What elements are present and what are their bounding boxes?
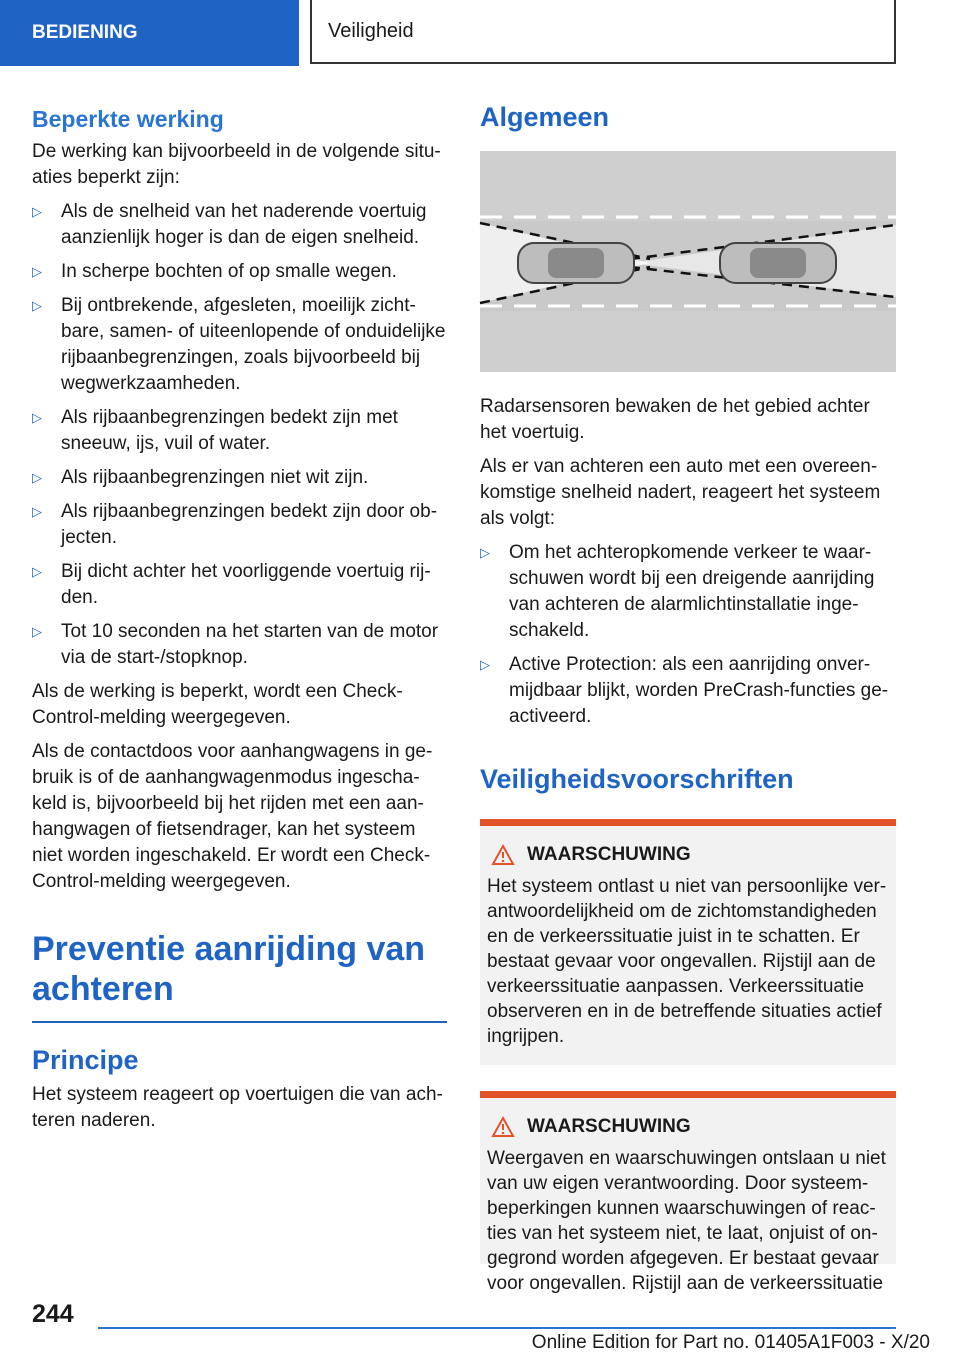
warning-text: Weergaven en waarschuwingen ontslaan u niet van uw eigen verantwoording. Door systeembeperkingen kunnen waarschuwingen of reacties van het systeem niet, te laat, onjuist of ongegrond worden afgegeven. Er bestaat gevaar voor ongevallen. Rijstijl aan de verkeerssituatie [487, 1148, 886, 1294]
list-item: ▷ Als rijbaanbegrenzingen bedekt zijn door objecten. [32, 501, 438, 548]
triangle-right-icon: ▷ [32, 470, 42, 485]
limited-intro: De werking kan bijvoorbeeld in de volgende situaties beperkt zijn: [32, 141, 441, 188]
triangle-right-icon: ▷ [32, 410, 42, 425]
warning-label: WAARSCHUWING [527, 1116, 691, 1137]
footer-edition: Online Edition for Part no. 01405A1F003 - X/20 [531, 1332, 930, 1353]
triangle-right-icon: ▷ [32, 204, 42, 219]
triangle-right-icon: ▷ [480, 545, 490, 560]
list-item: ▷ Als rijbaanbegrenzingen bedekt zijn met sneeuw, ijs, vuil of water. [32, 407, 398, 454]
triangle-right-icon: ▷ [32, 298, 42, 313]
principle-heading: Principe [32, 1045, 139, 1075]
list-item: ▷ In scherpe bochten of op smalle wegen. [32, 259, 447, 285]
radar-illustration [480, 151, 896, 372]
safety-heading: Veiligheidsvoorschriften [480, 764, 794, 794]
list-item: ▷ Tot 10 seconden na het starten van de motor via de start-/stopknop. [32, 621, 439, 668]
limited-paragraph-2: Als de contactdoos voor aanhangwagens in gebruik is of de aanhangwagenmodus ingeschakeld is, bijvoorbeeld bij het rijden met een aanhangwagen of fietsendrager, kan het systeem niet worden ingeschakeld. Er wordt een Check-Control-melding weergegeven. [32, 741, 433, 892]
left-column [32, 100, 447, 1142]
footer-divider [98, 1327, 896, 1329]
warning-label: WAARSCHUWING [527, 844, 691, 865]
general-list [480, 540, 896, 730]
general-paragraph-1: Radarsensoren bewaken de het gebied achter het voertuig. [480, 396, 870, 443]
car-rear [518, 243, 634, 283]
triangle-right-icon: ▷ [32, 264, 42, 279]
page-header-title: Veiligheid [310, 0, 896, 64]
triangle-right-icon: ▷ [32, 504, 42, 519]
limited-heading: Beperkte werking [32, 106, 224, 132]
section-tab: BEDIENING [0, 0, 299, 66]
list-item: ▷ Bij ontbrekende, afgesleten, moeilijk zichtbare, samen- of uiteenlopende of onduidelijke rijbaanbegrenzingen, zoals bijvoorbeeld bij wegwerkzaamheden. [32, 295, 446, 394]
warning-box [480, 1091, 896, 1294]
right-column [480, 100, 896, 1294]
list-item: ▷ Bij dicht achter het voorliggende voertuig rijden. [32, 561, 431, 608]
page-number: 244 [32, 1300, 74, 1328]
list-item: ▷ Als de snelheid van het naderende voertuig aanzienlijk hoger is dan de eigen snelheid. [32, 201, 427, 248]
triangle-right-icon: ▷ [480, 657, 490, 672]
list-item: ▷ Active Protection: als een aanrijding onvermijdbaar blijkt, worden PreCrash-functies geactiveerd. [480, 654, 889, 727]
general-heading: Algemeen [480, 102, 610, 132]
warning-box [480, 819, 896, 1065]
car-front [720, 243, 836, 283]
triangle-right-icon: ▷ [32, 624, 42, 639]
limited-list [32, 199, 447, 671]
principle-text: Het systeem reageert op voertuigen die van achteren naderen. [32, 1084, 443, 1131]
list-item: ▷ Als rijbaanbegrenzingen niet wit zijn. [32, 465, 447, 491]
warning-triangle-icon [487, 844, 519, 866]
limited-paragraph-1: Als de werking is beperkt, wordt een Check-Control-melding weergegeven. [32, 681, 403, 728]
list-item: ▷ Om het achteropkomende verkeer te waarschuwen wordt bij een dreigende aanrijding van achteren de alarmlichtinstallatie ingeschakeld. [480, 542, 875, 641]
warning-text: Het systeem ontlast u niet van persoonlijke verantwoordelijkheid om de zichtomstandigheden en de verkeerssituatie juist in te schatten. Er bestaat gevaar voor ongevallen. Rijstijl aan de verkeerssituatie aanpassen. Verkeerssituatie observeren en in de betreffende situaties actief ingrijpen. [487, 876, 887, 1047]
general-paragraph-2: Als er van achteren een auto met een overeenkomstige snelheid nadert, reageert het systeem als volgt: [480, 456, 881, 529]
main-title: Preventie aanrijding van achteren [32, 929, 447, 1023]
triangle-right-icon: ▷ [32, 564, 42, 579]
warning-triangle-icon [487, 1116, 519, 1138]
